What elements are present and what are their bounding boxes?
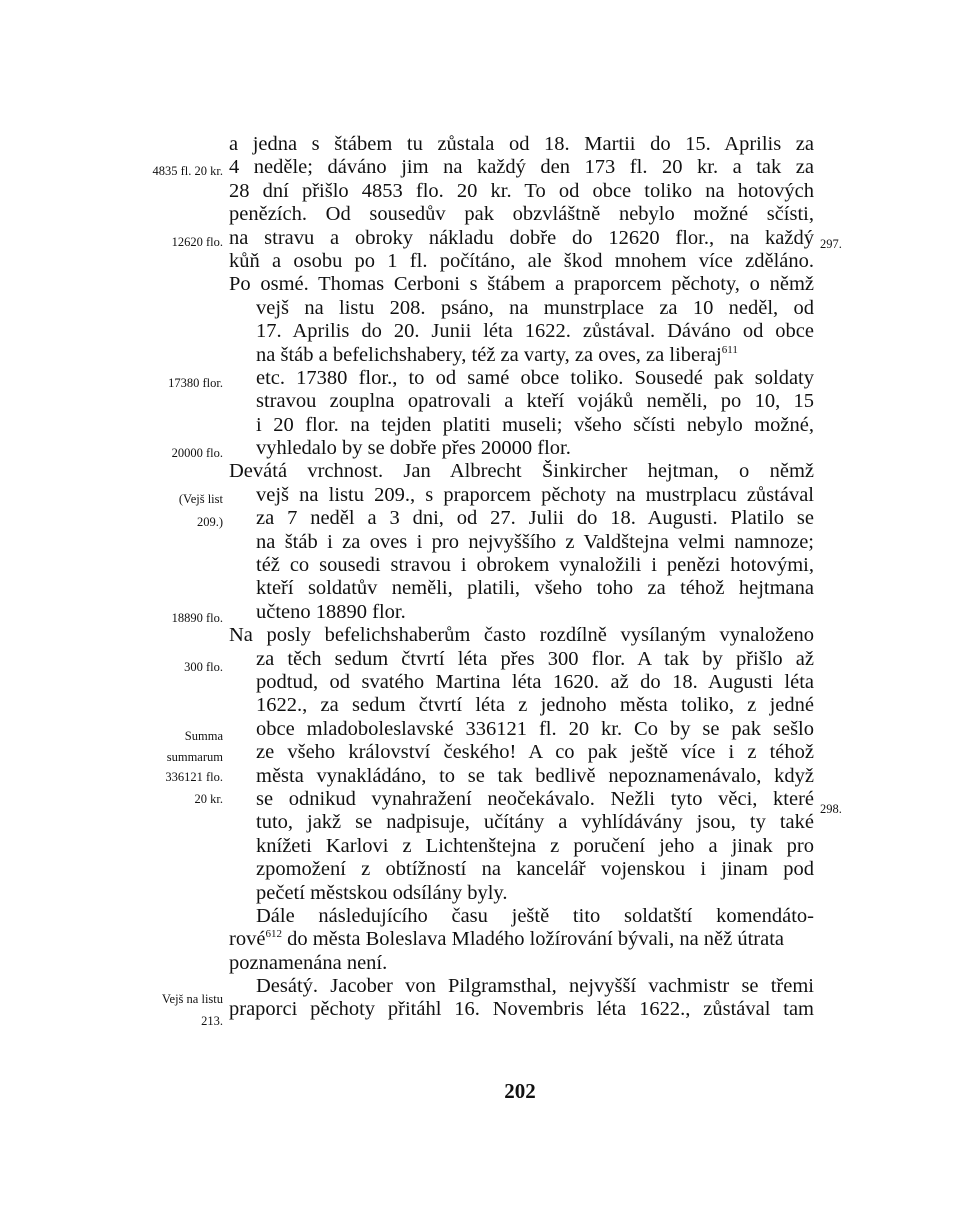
body-line: Dále následujícího času ještě tito soldatští komendáto- — [256, 904, 814, 927]
body-line: 28 dní přišlo 4853 flo. 20 kr. To od obce toliko na hotových — [229, 179, 814, 202]
body-line: za těch sedum čtvrtí léta přes 300 flor. A tak by přišlo až — [256, 647, 814, 670]
body-line: podtud, od svatého Martina léta 1620. až do 18. Augusti léta — [256, 670, 814, 693]
margin-note: (Vejš list — [178, 492, 223, 506]
body-line: vejš na listu 209., s praporcem pěchoty na mustrplacu zůstával — [256, 483, 814, 506]
body-line: zpomožení z obtížností na kancelář vojenskou i jinam pod — [256, 858, 814, 881]
body-line: na stravu a obroky nákladu dobře do 12620 flor., na každý — [229, 226, 814, 249]
footnote-ref-prefix: rové — [229, 928, 266, 951]
body-line: Devátá vrchnost. Jan Albrecht Šinkircher hejtman, o němž — [229, 460, 814, 483]
body-line: 1622., za sedum čtvrtí léta z jednoho města toliko, z jedné — [256, 694, 814, 717]
body-line: města vynakládáno, to se tak bedlivě nepoznamenávalo, když — [256, 764, 814, 787]
body-line: 17. Aprilis do 20. Junii léta 1622. zůstával. Dáváno od obce — [256, 320, 814, 343]
body-line: praporci pěchoty přitáhl 16. Novembris léta 1622., zůstával tam — [229, 998, 814, 1021]
margin-note: 18890 flo. — [171, 611, 223, 625]
body-line-text: na štáb a befelichshabery, též za varty, za oves, za liberaj — [256, 343, 722, 366]
body-text — [229, 133, 814, 1022]
margin-note: 213. — [201, 1014, 223, 1028]
body-line: i 20 flor. na tejden platiti museli; všeho sčísti nebylo možné, — [256, 413, 814, 436]
page-number: 202 — [504, 1079, 536, 1103]
body-line: učteno 18890 flor. — [256, 600, 406, 623]
body-line: kůň a osobu po 1 fl. počítáno, ale škod mnohem více zděláno. — [229, 249, 814, 272]
footnote-ref: 612 — [265, 928, 282, 941]
body-line: knížeti Karlovi z Lichtenštejna z poručení jeho a jinak pro — [256, 834, 814, 857]
margin-note: 12620 flo. — [171, 235, 223, 249]
body-line — [229, 344, 814, 367]
body-line: kteří soldatův neměli, platili, všeho toho za téhož hejtmana — [256, 577, 814, 600]
body-line: Na posly befelichshaberům často rozdílně vysílaným vynaloženo — [229, 624, 814, 647]
margin-note: Summa — [184, 729, 223, 743]
margin-note: 4835 fl. 20 kr. — [152, 164, 223, 178]
body-line: etc. 17380 flor., to od samé obce toliko. Sousedé pak soldaty — [256, 366, 814, 389]
body-line — [229, 928, 814, 951]
body-line: tuto, jakž se nadpisuje, učítány a vyhlídávány jsou, ty také — [256, 811, 814, 834]
body-line: pečetí městskou odsílány byly. — [256, 881, 508, 904]
margin-note: 17380 flor. — [168, 376, 223, 390]
source-page-ref: 297. — [820, 237, 842, 251]
source-page-ref: 298. — [820, 802, 842, 816]
margin-note: 20000 flo. — [171, 446, 223, 460]
margin-note: 20 kr. — [194, 792, 223, 806]
body-line: Desátý. Jacober von Pilgramsthal, nejvyšší vachmistr se třemi — [256, 975, 814, 998]
body-line-text: do města Boleslava Mladého ložírování bývali, na něž útrata — [281, 928, 785, 951]
body-line: penězích. Od sousedův pak obzvláštně nebylo možné sčísti, — [229, 203, 814, 226]
body-line: a jedna s štábem tu zůstala od 18. Martii do 15. Aprilis za — [229, 133, 814, 155]
body-line: stravou zouplna opatrovali a kteří vojáků neměli, po 10, 15 — [256, 390, 814, 413]
body-line: na štáb i za oves i pro nejvyššího z Valdštejna velmi namnoze; — [256, 530, 814, 553]
body-line: obce mladoboleslavské 336121 fl. 20 kr. Co by se pak sešlo — [256, 717, 814, 740]
body-line: vyhledalo by se dobře přes 20000 flor. — [256, 437, 571, 460]
margin-note: summarum — [166, 750, 223, 764]
margin-note: 209.) — [196, 515, 223, 529]
body-line: se odnikud vynahražení neočekávalo. Nežli tyto věci, které — [256, 787, 814, 810]
margin-note: 336121 flo. — [165, 770, 223, 784]
body-line: Po osmé. Thomas Cerboni s štábem a praporcem pěchoty, o němž — [229, 273, 814, 296]
body-line: poznamenána není. — [229, 951, 388, 974]
margin-note: Vejš na listu — [161, 992, 223, 1006]
body-line: ze všeho království českého! A co pak ještě více i z téhož — [256, 741, 814, 764]
body-line: za 7 neděl a 3 dni, od 27. Julii do 18. Augusti. Platilo se — [256, 507, 814, 530]
body-line: též co sousedi stravou i obrokem vynaložili i penězi hotovými, — [256, 554, 814, 577]
body-line: vejš na listu 208. psáno, na munstrplace za 10 neděl, od — [256, 296, 814, 319]
body-line: 4 neděle; dáváno jim na každý den 173 fl. 20 kr. a tak za — [229, 156, 814, 179]
margin-note: 300 flo. — [184, 660, 223, 674]
footnote-ref: 611 — [721, 343, 738, 356]
